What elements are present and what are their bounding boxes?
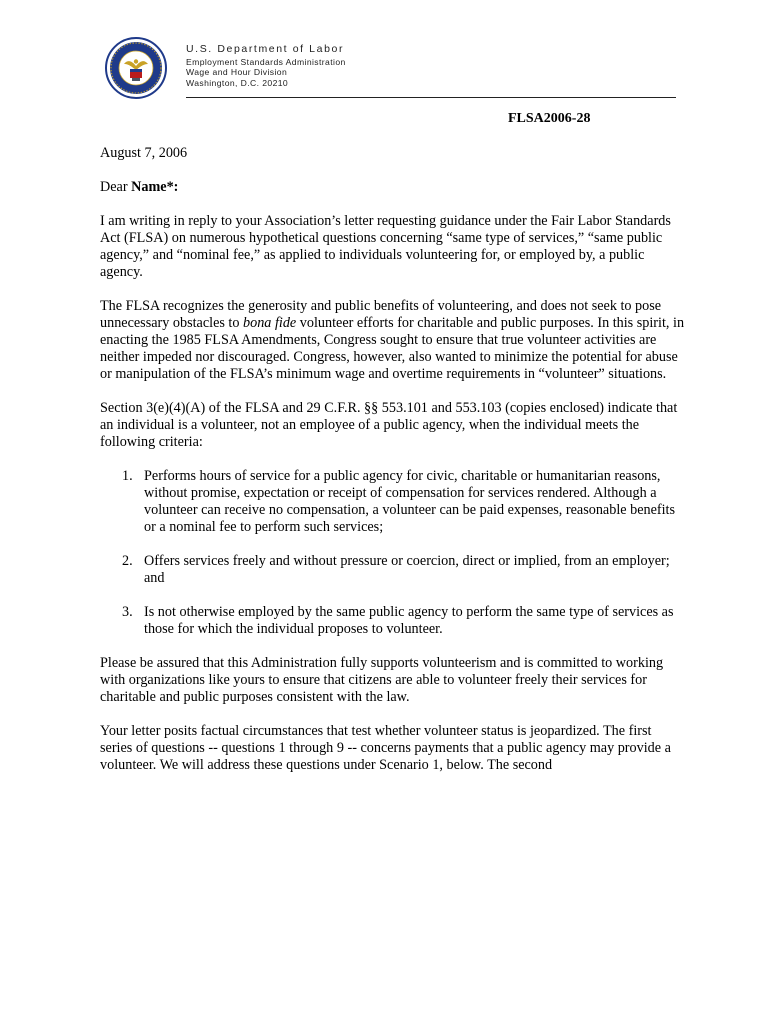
office-address: Washington, D.C. 20210 [186, 77, 289, 88]
criteria-item [100, 468, 685, 536]
criteria-number: 1. [122, 468, 133, 484]
criteria-item [100, 553, 685, 587]
criteria-text: Is not otherwise employed by the same public agency to perform the same type of services as those for which the individual proposes to volunteer. [144, 604, 674, 637]
recipient-name: Name*: [131, 179, 179, 195]
salutation-prefix: Dear [100, 179, 132, 195]
salutation [100, 179, 685, 196]
criteria-item [100, 604, 685, 638]
criteria-number: 3. [122, 604, 133, 620]
paragraph-flsa-part1: The FLSA recognizes the generosity and public benefits of volunteering, and does not seek to pose unnecessary obstacles to [100, 298, 662, 331]
department-name: U.S. Department of Labor [186, 43, 345, 55]
paragraph-flsa-emphasis: bona fide [243, 315, 297, 331]
letterhead-divider [186, 97, 676, 98]
paragraph-scenarios: Your letter posits factual circumstances that test whether volunteer status is jeopardized. The first series of questions -- questions 1 through 9 -- concerns payments that a public agency may provide a volunteer. We will address these questions under Scenario 1, below. The second [100, 723, 671, 773]
paragraph-criteria-intro: Section 3(e)(4)(A) of the FLSA and 29 C.F.R. §§ 553.101 and 553.103 (copies enclosed) indicate that an individual is a volunteer, not an employee of a public agency, when the individual meets the following criteria: [100, 400, 678, 450]
division-name: Wage and Hour Division [186, 67, 288, 78]
letterhead [186, 44, 346, 89]
criteria-list [100, 468, 685, 638]
letter-date: August 7, 2006 [100, 145, 188, 161]
administration-name: Employment Standards Administration [186, 56, 346, 67]
criteria-text: Offers services freely and without pressure or coercion, direct or implied, from an employer; and [144, 553, 670, 586]
paragraph-intro: I am writing in reply to your Association’s letter requesting guidance under the Fair Labor Standards Act (FLSA) on numerous hypothetical questions concerning “same type of services,” “same public agency,” and “nominal fee,” as applied to individuals volunteering for, or employed by, a public agency. [100, 213, 671, 280]
document-number: FLSA2006-28 [508, 111, 591, 126]
criteria-number: 2. [122, 553, 133, 569]
paragraph-flsa-part2: volunteer efforts for charitable and public purposes. In this spirit, in enacting the 1985 FLSA Amendments, Congress sought to ensure that true volunteer activities are neither impeded nor discouraged. Congress, however, also wanted to minimize the potential for abuse or manipulation of the FLSA’s minimum wage and overtime requirements in “volunteer” situations. [100, 315, 685, 382]
department-seal-icon [105, 37, 167, 99]
letter-body [100, 145, 685, 791]
paragraph-support: Please be assured that this Administration fully supports volunteerism and is committed to working with organizations like yours to ensure that citizens are able to volunteer freely their services for charitable and public purposes consistent with the law. [100, 655, 664, 705]
paragraph-flsa-volunteering [100, 298, 685, 383]
criteria-text: Performs hours of service for a public agency for civic, charitable or humanitarian reasons, without promise, expectation or receipt of compensation for services rendered. Although a volunteer can receive no compensation, a volunteer can be paid expenses, reasonable benefits or a nominal fee to perform such services; [144, 468, 676, 535]
